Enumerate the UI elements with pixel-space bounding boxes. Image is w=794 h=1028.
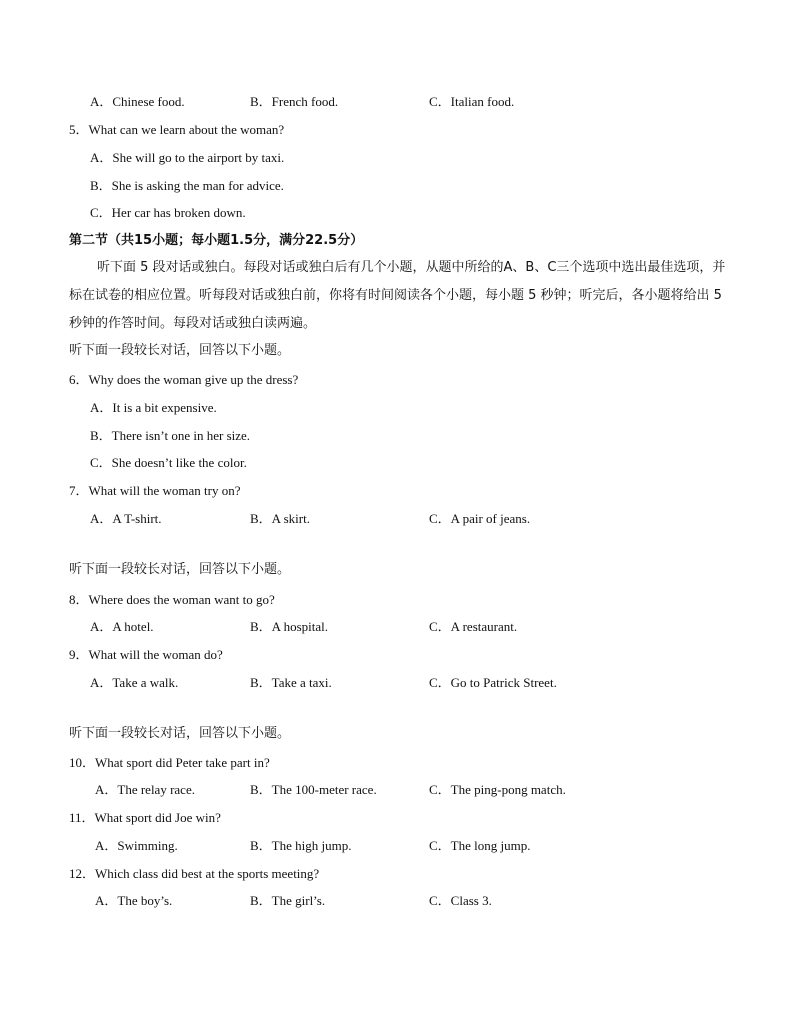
q9-stem: 9．What will the woman do?	[69, 647, 223, 662]
q12-option-b: B．The girl’s.	[250, 893, 326, 908]
dialog-intro-2: 听下面一段较长对话，回答以下小题。	[69, 562, 291, 577]
q10-stem: 10．What sport did Peter take part in?	[69, 755, 270, 770]
q4-option-a: A．Chinese food.	[90, 94, 185, 109]
q5-option-a: A．She will go to the airport by taxi.	[90, 150, 285, 165]
q6-stem: 6．Why does the woman give up the dress?	[69, 372, 299, 387]
section2-heading: 第二节（共15小题；每小题1.5分，满分22.5分）	[69, 233, 364, 248]
q10-option-a: A．The relay race.	[95, 782, 195, 797]
q6-option-c: C．She doesn’t like the color.	[90, 455, 247, 470]
q12-stem: 12．Which class did best at the sports meeting?	[69, 866, 320, 881]
q5-option-c: C．Her car has broken down.	[90, 205, 246, 220]
q6-option-b: B．There isn’t one in her size.	[90, 428, 251, 443]
q11-option-c: C．The long jump.	[429, 838, 531, 853]
q8-stem: 8．Where does the woman want to go?	[69, 592, 275, 607]
q9-option-a: A．Take a walk.	[90, 675, 179, 690]
q6-option-a: A．It is a bit expensive.	[90, 400, 217, 415]
q11-option-a: A．Swimming.	[95, 838, 178, 853]
q7-stem: 7．What will the woman try on?	[69, 483, 241, 498]
q7-option-b: B．A skirt.	[250, 511, 310, 526]
q12-option-a: A．The boy’s.	[95, 893, 173, 908]
q11-option-b: B．The high jump.	[250, 838, 352, 853]
q9-option-b: B．Take a taxi.	[250, 675, 332, 690]
q8-option-a: A．A hotel.	[90, 619, 154, 634]
q8-option-b: B．A hospital.	[250, 619, 329, 634]
q7-option-c: C．A pair of jeans.	[429, 511, 531, 526]
q5-stem: 5．What can we learn about the woman?	[69, 122, 285, 137]
q5-option-b: B．She is asking the man for advice.	[90, 178, 284, 193]
q12-option-c: C．Class 3.	[429, 893, 492, 908]
q11-stem: 11．What sport did Joe win?	[69, 810, 221, 825]
dialog-intro-1: 听下面一段较长对话，回答以下小题。	[69, 343, 291, 358]
dialog-intro-3: 听下面一段较长对话，回答以下小题。	[69, 726, 291, 741]
section2-instructions: 听下面 5 段对话或独白。每段对话或独白后有几个小题，从题中所给的A、B、C三个选项中选出最佳选项，并标在试卷的相应位置。听每段对话或独白前，你将有时间阅读各个小题，每小题 5 秒钟；听完后，各小题将给出 5 秒钟的作答时间。每段对话或独白读两遍。	[69, 260, 726, 331]
q4-option-c: C．Italian food.	[429, 94, 515, 109]
q7-option-a: A．A T-shirt.	[90, 511, 162, 526]
q10-option-c: C．The ping-pong match.	[429, 782, 566, 797]
q4-option-b: B．French food.	[250, 94, 339, 109]
q8-option-c: C．A restaurant.	[429, 619, 518, 634]
q10-option-b: B．The 100-meter race.	[250, 782, 377, 797]
q9-option-c: C．Go to Patrick Street.	[429, 675, 557, 690]
